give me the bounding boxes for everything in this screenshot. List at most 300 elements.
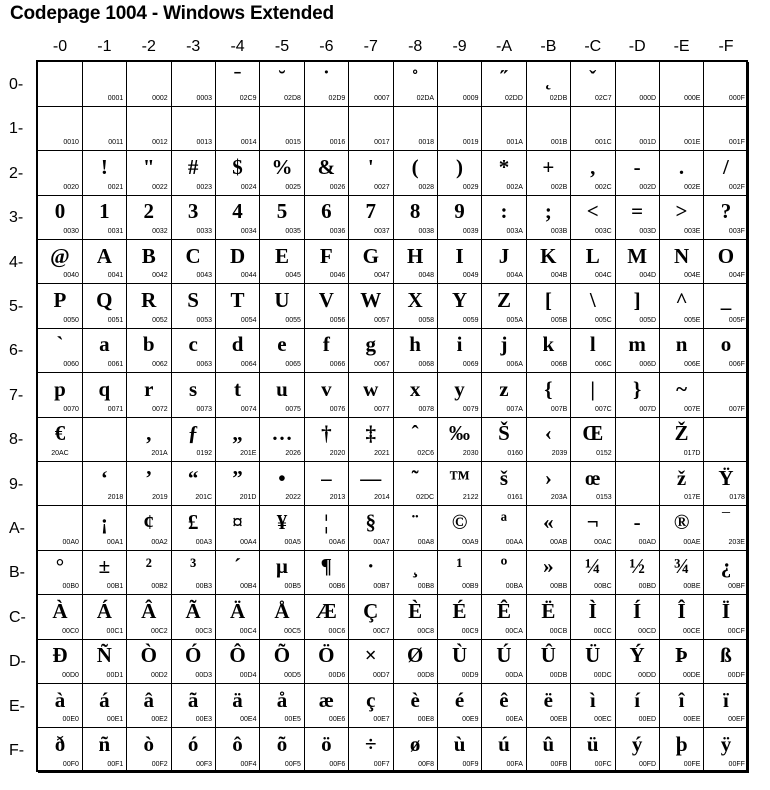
cell-code: 00F0 <box>62 760 79 768</box>
code-cell <box>127 506 172 551</box>
cell-code: 00DA <box>505 672 523 680</box>
cell-code: 0019 <box>462 139 479 147</box>
cell-code: 004E <box>684 272 701 280</box>
cell-code: 00EB <box>550 716 568 724</box>
cell-code: 20AC <box>51 450 69 458</box>
cell-glyph: ` <box>56 332 64 357</box>
cell-glyph: g <box>365 332 376 357</box>
cell-code: 00A4 <box>240 538 257 546</box>
cell-code: 00C9 <box>461 627 479 635</box>
cell-code: 00F7 <box>373 760 390 768</box>
code-cell <box>660 417 705 462</box>
cell-code: 00F8 <box>418 760 435 768</box>
cell-code: 00A0 <box>62 538 79 546</box>
code-cell <box>393 284 438 329</box>
cell-glyph: ˇ <box>589 66 597 90</box>
row-header: 5- <box>9 298 24 315</box>
cell-glyph: X <box>407 288 423 312</box>
cell-glyph: A <box>96 243 112 268</box>
cell-glyph: I <box>455 243 464 268</box>
cell-code: 001B <box>550 139 568 147</box>
cell-code: 007D <box>639 405 657 413</box>
code-cell <box>171 684 216 729</box>
code-cell <box>615 462 660 507</box>
cell-code: 00B3 <box>195 583 213 591</box>
cell-glyph: … <box>271 421 293 446</box>
cell-glyph: ñ <box>98 732 111 756</box>
code-cell <box>304 639 349 684</box>
cell-code: 006C <box>594 361 612 369</box>
code-cell <box>393 151 438 196</box>
cell-code: 00B2 <box>151 583 168 591</box>
cell-code: 00AD <box>638 538 657 546</box>
code-cell <box>127 284 172 329</box>
cell-glyph: x <box>409 376 421 401</box>
code-cell <box>704 595 749 640</box>
cell-glyph: µ <box>275 554 288 579</box>
cell-code: 006F <box>728 361 745 369</box>
code-cell <box>393 550 438 595</box>
cell-glyph: C <box>185 243 201 268</box>
code-cell <box>438 462 483 507</box>
cell-glyph: Æ <box>315 598 337 623</box>
cell-code: 00CE <box>682 627 701 635</box>
code-cell <box>660 284 705 329</box>
cell-glyph: ¨ <box>411 510 419 534</box>
cell-glyph: - <box>633 510 641 534</box>
cell-code: 0055 <box>285 316 301 324</box>
cell-glyph: p <box>54 376 66 401</box>
code-cell <box>482 684 527 729</box>
cell-glyph: £ <box>187 510 199 534</box>
cell-code: 004C <box>594 272 612 280</box>
code-cell <box>704 506 749 551</box>
cell-code: 0072 <box>152 405 168 413</box>
cell-code: 006E <box>684 361 701 369</box>
cell-glyph: y <box>454 376 465 401</box>
cell-code: 006A <box>506 361 523 369</box>
code-cell <box>526 506 571 551</box>
code-cell <box>260 62 305 107</box>
cell-glyph: Z <box>496 288 511 312</box>
cell-code: 0014 <box>240 139 257 147</box>
cell-glyph: ‘ <box>100 465 108 490</box>
cell-code: 02DB <box>549 94 568 102</box>
cell-code: 0045 <box>285 272 301 280</box>
code-cell <box>82 462 127 507</box>
cell-glyph: ” <box>232 465 243 490</box>
cell-glyph: ¢ <box>143 510 154 534</box>
code-cell <box>526 284 571 329</box>
code-cell <box>82 240 127 285</box>
cell-code: 00BF <box>728 583 745 591</box>
code-cell <box>704 417 749 462</box>
cell-glyph: ˆ <box>411 421 419 446</box>
cell-code: 0024 <box>240 183 257 191</box>
cell-code: 00EE <box>683 716 701 724</box>
cell-glyph: w <box>363 376 379 401</box>
cell-glyph: ˜ <box>411 465 419 490</box>
cell-code: 00FE <box>683 760 701 768</box>
code-cell <box>260 684 305 729</box>
cell-glyph: ä <box>232 687 243 712</box>
code-cell <box>438 62 483 107</box>
code-cell <box>482 639 527 684</box>
code-cell <box>482 417 527 462</box>
cell-code: 000E <box>684 94 701 102</box>
code-cell <box>171 595 216 640</box>
code-cell <box>304 373 349 418</box>
cell-glyph: 6 <box>321 199 332 224</box>
cell-glyph: † <box>321 421 332 446</box>
cell-glyph: ™ <box>449 465 471 490</box>
cell-glyph: ’ <box>145 465 153 490</box>
cell-glyph: 9 <box>454 199 465 224</box>
cell-code: 0038 <box>418 228 435 236</box>
cell-code: 00CD <box>638 627 657 635</box>
cell-code: 00D0 <box>62 672 79 680</box>
cell-glyph: í <box>634 687 641 712</box>
cell-code: 0022 <box>152 183 168 191</box>
cell-code: 00A7 <box>373 538 390 546</box>
cell-glyph: Ç <box>363 598 379 623</box>
cell-glyph: û <box>542 732 555 756</box>
cell-code: 00D4 <box>239 672 257 680</box>
cell-code: 003B <box>550 228 568 236</box>
code-cell <box>393 240 438 285</box>
cell-code: 02C6 <box>417 450 435 458</box>
code-cell <box>438 195 483 240</box>
code-cell <box>349 151 394 196</box>
code-cell <box>260 328 305 373</box>
code-cell <box>482 328 527 373</box>
code-cell <box>38 151 83 196</box>
code-cell <box>438 373 483 418</box>
cell-glyph: — <box>360 465 382 490</box>
cell-code: 0070 <box>63 405 79 413</box>
code-cell <box>526 550 571 595</box>
cell-glyph: ; <box>544 199 552 224</box>
cell-code: 00A1 <box>106 538 124 546</box>
cell-code: 00D8 <box>417 672 435 680</box>
code-cell <box>260 550 305 595</box>
cell-glyph: 4 <box>232 199 243 224</box>
column-header: -7 <box>363 38 378 55</box>
cell-glyph: Œ <box>582 421 604 446</box>
cell-code: 00C5 <box>284 627 301 635</box>
cell-code: 0021 <box>107 183 124 191</box>
cell-code: 0023 <box>196 183 213 191</box>
cell-glyph: © <box>451 510 468 534</box>
code-cell <box>482 106 527 151</box>
code-cell <box>660 639 705 684</box>
cell-glyph: ´ <box>234 554 242 579</box>
code-cell <box>82 506 127 551</box>
cell-code: 0025 <box>285 183 301 191</box>
cell-code: 00FB <box>550 760 568 768</box>
code-cell <box>526 417 571 462</box>
code-cell <box>127 373 172 418</box>
code-cell <box>526 728 571 773</box>
cell-code: 00F2 <box>151 760 168 768</box>
cell-code: 00AA <box>505 538 523 546</box>
cell-glyph: î <box>678 687 685 712</box>
code-cell <box>482 506 527 551</box>
cell-glyph: e <box>277 332 287 357</box>
cell-code: 007F <box>728 405 745 413</box>
code-cell <box>216 328 261 373</box>
code-cell <box>82 684 127 729</box>
cell-code: 0160 <box>507 450 523 458</box>
cell-glyph: O <box>717 243 735 268</box>
column-header: -5 <box>274 38 290 55</box>
cell-glyph: » <box>543 554 554 579</box>
cell-glyph: þ <box>675 732 688 756</box>
code-cell <box>571 106 616 151</box>
cell-code: 0049 <box>462 272 479 280</box>
cell-code: 00F6 <box>329 760 346 768</box>
code-cell <box>349 595 394 640</box>
cell-glyph: ‡ <box>365 421 376 446</box>
code-cell <box>438 417 483 462</box>
code-cell <box>704 151 749 196</box>
code-cell <box>171 373 216 418</box>
code-cell <box>82 373 127 418</box>
code-cell <box>38 62 83 107</box>
cell-glyph: ‚ <box>145 421 153 446</box>
cell-glyph: ¸ <box>411 554 419 579</box>
cell-code: 0015 <box>285 139 301 147</box>
code-cell <box>615 373 660 418</box>
code-cell <box>704 240 749 285</box>
cell-code: 00B6 <box>328 583 346 591</box>
cell-glyph: Û <box>540 643 556 668</box>
cell-glyph: V <box>318 288 334 312</box>
cell-glyph: ó <box>187 732 199 756</box>
code-cell <box>216 106 261 151</box>
code-cell <box>349 328 394 373</box>
code-cell <box>127 595 172 640</box>
code-cell <box>438 550 483 595</box>
column-header: -8 <box>408 38 423 55</box>
cell-code: 00B0 <box>62 583 79 591</box>
cell-glyph: R <box>141 288 157 312</box>
cell-code: 00DE <box>682 672 701 680</box>
cell-glyph: ¤ <box>232 510 243 534</box>
code-cell <box>304 417 349 462</box>
cell-code: 005E <box>684 316 701 324</box>
code-cell <box>393 195 438 240</box>
cell-code: 00C7 <box>372 627 390 635</box>
code-cell <box>216 195 261 240</box>
code-cell <box>260 240 305 285</box>
cell-code: 00FA <box>506 760 523 768</box>
cell-glyph: Y <box>451 288 468 312</box>
cell-code: 00BB <box>550 583 568 591</box>
cell-glyph: E <box>274 243 289 268</box>
code-cell <box>216 506 261 551</box>
code-cell <box>660 151 705 196</box>
code-cell <box>482 728 527 773</box>
cell-glyph: ÿ <box>720 732 732 756</box>
code-cell <box>660 684 705 729</box>
code-cell <box>438 639 483 684</box>
code-cell <box>171 506 216 551</box>
cell-glyph: ù <box>453 732 466 756</box>
code-cell <box>304 684 349 729</box>
code-cell <box>82 151 127 196</box>
cell-code: 00D1 <box>106 672 124 680</box>
code-cell <box>260 462 305 507</box>
row-header: 4- <box>9 253 24 271</box>
code-cell <box>615 62 660 107</box>
cell-glyph: 5 <box>276 199 288 224</box>
cell-code: 00A6 <box>328 538 346 546</box>
cell-code: 02D8 <box>284 94 301 102</box>
code-cell <box>526 195 571 240</box>
cell-code: 00FF <box>728 760 745 768</box>
cell-glyph: ¶ <box>320 554 332 579</box>
cell-code: 0059 <box>462 316 479 324</box>
code-cell <box>171 417 216 462</box>
code-cell <box>127 151 172 196</box>
code-cell <box>349 106 394 151</box>
cell-code: 00FD <box>638 760 657 768</box>
cell-code: 00B8 <box>417 583 435 591</box>
cell-code: 00EF <box>728 716 745 724</box>
row-header: C- <box>9 608 26 626</box>
cell-code: 00C6 <box>328 627 346 635</box>
code-cell <box>438 240 483 285</box>
cell-code: 0003 <box>196 94 213 102</box>
row-header: 8- <box>9 431 24 449</box>
cell-glyph: , <box>590 154 596 179</box>
cell-code: 2022 <box>285 494 301 502</box>
code-cell <box>704 62 749 107</box>
cell-code: 003A <box>506 228 523 236</box>
code-cell <box>660 106 705 151</box>
cell-glyph: k <box>542 332 555 357</box>
cell-glyph: Ù <box>451 643 468 668</box>
column-header: -A <box>496 38 512 55</box>
cell-glyph: È <box>408 598 423 623</box>
code-cell <box>615 240 660 285</box>
code-cell <box>482 151 527 196</box>
code-cell <box>482 240 527 285</box>
code-cell <box>704 639 749 684</box>
code-cell <box>438 151 483 196</box>
code-cell <box>526 62 571 107</box>
code-cell <box>127 462 172 507</box>
row-header: 7- <box>9 386 24 404</box>
cell-glyph: Á <box>96 598 112 623</box>
cell-glyph: j <box>500 332 508 357</box>
cell-glyph: t <box>234 376 242 401</box>
cell-code: 00E7 <box>373 716 390 724</box>
cell-glyph: * <box>498 154 510 179</box>
code-cell <box>704 328 749 373</box>
cell-glyph: ¬ <box>586 510 599 534</box>
cell-code: 2020 <box>329 450 346 458</box>
cell-glyph: ÷ <box>364 732 377 756</box>
code-cell <box>660 62 705 107</box>
cell-code: 00E2 <box>151 716 168 724</box>
row-header: 9- <box>9 475 24 493</box>
code-cell <box>171 550 216 595</box>
cell-glyph: s <box>189 376 198 401</box>
cell-code: 002E <box>684 183 701 191</box>
cell-code: 201D <box>239 494 257 502</box>
code-cell <box>38 506 83 551</box>
cell-code: 0009 <box>462 94 479 102</box>
cell-glyph: m <box>628 332 646 357</box>
cell-code: 003F <box>728 228 745 236</box>
code-cell <box>482 284 527 329</box>
code-cell <box>304 595 349 640</box>
cell-glyph: G <box>362 243 379 268</box>
cell-glyph: æ <box>318 687 334 712</box>
cell-glyph: + <box>542 154 555 179</box>
cell-code: 00FC <box>594 760 612 768</box>
cell-glyph: „ <box>232 421 243 446</box>
code-cell <box>82 62 127 107</box>
cell-code: 005C <box>594 316 612 324</box>
column-header: -F <box>718 38 734 55</box>
cell-code: 00E9 <box>462 716 479 724</box>
cell-glyph: ‰ <box>449 421 471 446</box>
code-cell <box>704 195 749 240</box>
code-cell <box>260 728 305 773</box>
cell-glyph: ð <box>54 732 66 756</box>
cell-glyph: · <box>367 554 375 579</box>
cell-glyph: ç <box>366 687 376 712</box>
cell-glyph: ˝ <box>500 66 508 90</box>
column-header: -C <box>584 38 602 55</box>
code-cell <box>393 462 438 507</box>
code-cell <box>482 550 527 595</box>
cell-glyph: ¿ <box>720 554 732 579</box>
cell-glyph: š <box>499 465 509 490</box>
cell-glyph: $ <box>232 154 243 179</box>
cell-glyph: H <box>406 243 424 268</box>
cell-glyph: õ <box>276 732 288 756</box>
cell-code: 00CA <box>505 627 523 635</box>
cell-glyph: ß <box>720 643 732 668</box>
cell-glyph: o <box>720 332 732 357</box>
cell-code: 0076 <box>329 405 346 413</box>
cell-glyph: ò <box>143 732 154 756</box>
cell-code: 0010 <box>63 139 79 147</box>
cell-code: 0018 <box>418 139 435 147</box>
code-cell <box>216 373 261 418</box>
code-cell <box>526 151 571 196</box>
code-cell <box>260 595 305 640</box>
cell-code: 02DA <box>416 94 435 102</box>
cell-glyph: Ü <box>585 643 601 668</box>
cell-glyph: & <box>317 154 336 179</box>
cell-glyph: ? <box>720 199 732 224</box>
cell-glyph: ( <box>411 154 419 179</box>
cell-glyph: h <box>409 332 421 357</box>
cell-code: 0016 <box>329 139 346 147</box>
code-cell <box>526 639 571 684</box>
code-cell <box>571 595 616 640</box>
cell-code: 003C <box>594 228 612 236</box>
cell-code: 007C <box>594 405 612 413</box>
column-header: -3 <box>186 38 201 55</box>
cell-glyph: Ë <box>541 598 556 623</box>
cell-glyph: ° <box>55 554 65 579</box>
